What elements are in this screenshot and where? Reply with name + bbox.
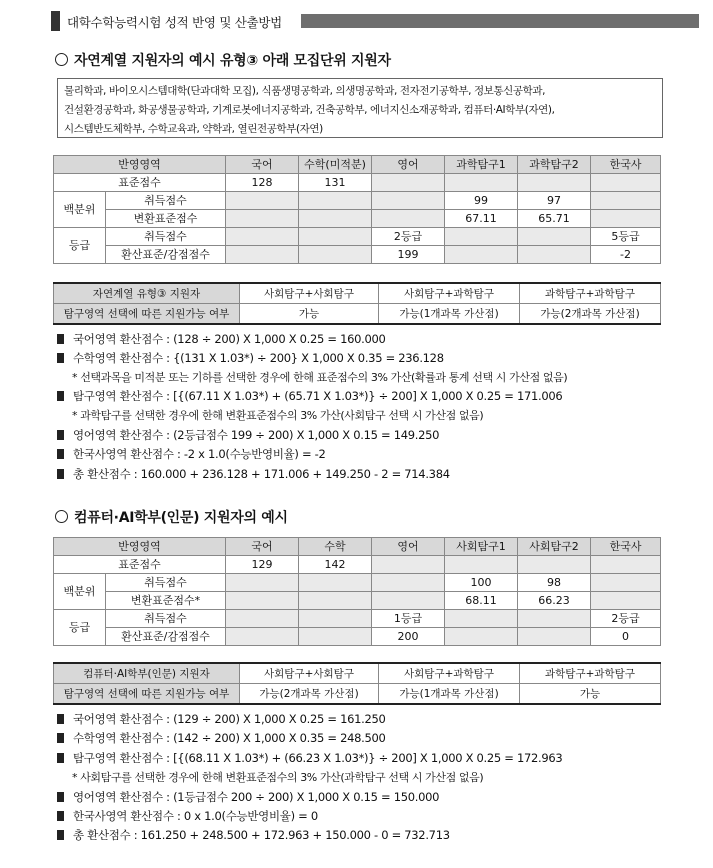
table-cell: 가능 (240, 304, 379, 325)
section2-title (55, 507, 288, 527)
table-cell: 취득점수 (106, 574, 226, 592)
table-row (54, 174, 661, 192)
table-cell: 한국사 (591, 538, 661, 556)
calc-line (57, 711, 386, 727)
table-cell: 가능(1개과목 가산점) (379, 684, 520, 705)
dept-line: 시스템반도체학부, 수학교육과, 약학과, 열린전공학부(자연) (64, 123, 323, 135)
table-header-row (54, 283, 661, 304)
table-cell: 국어 (226, 156, 299, 174)
calc-text: 영어영역 환산점수 : (2등급점수 199 ÷ 200) X 1,000 X 0.15 = 149.250 (73, 428, 440, 442)
table-cell: 65.71 (518, 210, 591, 228)
calc-line (57, 827, 450, 843)
table-row (54, 304, 661, 325)
table-cell (445, 174, 518, 192)
table-row (54, 192, 661, 210)
calc-text: 탐구영역 환산점수 : [{(67.11 X 1.03*) + (65.71 X 1.03*)} ÷ 200] X 1,000 X 0.25 = 171.006 (73, 389, 563, 403)
square-bullet-icon (57, 430, 64, 440)
table-cell: 반영영역 (54, 156, 226, 174)
section2-title-text: 컴퓨터·AI학부(인문) 지원자의 예시 (74, 510, 288, 526)
table-cell (445, 246, 518, 264)
calc-line (57, 331, 386, 347)
subject-combo-table-2 (53, 662, 661, 705)
calc-text: 국어영역 환산점수 : (128 ÷ 200) X 1,000 X 0.25 = 160.000 (73, 332, 386, 346)
table-cell: 128 (226, 174, 299, 192)
table-cell: 백분위 (54, 192, 106, 228)
square-bullet-icon (57, 353, 64, 363)
calc-line (57, 446, 326, 462)
table-cell (445, 228, 518, 246)
square-bullet-icon (57, 334, 64, 344)
table-cell (226, 592, 299, 610)
table-cell: 131 (299, 174, 372, 192)
table-header-row (54, 538, 661, 556)
calc-line (57, 730, 386, 746)
table-cell (591, 174, 661, 192)
table-cell: 취득점수 (106, 228, 226, 246)
table-cell: 2등급 (591, 610, 661, 628)
table-cell (372, 574, 445, 592)
table-cell: 과학탐구+과학탐구 (520, 283, 661, 304)
table-cell: 백분위 (54, 574, 106, 610)
score-table-1 (53, 155, 661, 264)
table-cell (591, 210, 661, 228)
table-cell (226, 192, 299, 210)
table-cell (226, 210, 299, 228)
table-cell: 사회탐구+과학탐구 (379, 663, 520, 684)
table-cell (299, 246, 372, 264)
calc-line (57, 427, 439, 443)
table-cell (591, 574, 661, 592)
table-cell: 변환표준점수* (106, 592, 226, 610)
calc-text: 총 환산점수 : 161.250 + 248.500 + 172.963 + 150.000 - 0 = 732.713 (73, 828, 450, 842)
table-cell: 가능(2개과목 가산점) (520, 304, 661, 325)
table-cell: 129 (226, 556, 299, 574)
table-cell (372, 174, 445, 192)
section1-title-text: 자연계열 지원자의 예시 유형③ 아래 모집단위 지원자 (74, 53, 391, 69)
table-cell: 67.11 (445, 210, 518, 228)
table-cell (518, 556, 591, 574)
table-cell: 사회탐구+사회탐구 (240, 283, 379, 304)
section1-title (55, 50, 391, 70)
table-cell: 0 (591, 628, 661, 646)
table-cell (591, 556, 661, 574)
header-title: 대학수학능력시험 성적 반영 및 산출방법 (67, 15, 282, 30)
calc-text: 총 환산점수 : 160.000 + 236.128 + 171.006 + 149.250 - 2 = 714.384 (73, 467, 450, 481)
table-cell (299, 192, 372, 210)
table-row (54, 610, 661, 628)
table-cell: 사회탐구2 (518, 538, 591, 556)
table-cell: 표준점수 (54, 174, 226, 192)
calc-text: 수학영역 환산점수 : {(131 X 1.03*) ÷ 200} X 1,000 X 0.35 = 236.128 (73, 351, 444, 365)
subject-combo-table-1 (53, 282, 661, 325)
table-cell (518, 628, 591, 646)
table-cell: 컴퓨터·AI학부(인문) 지원자 (54, 663, 240, 684)
table-cell: 98 (518, 574, 591, 592)
table-cell: 과학탐구1 (445, 156, 518, 174)
table-cell (518, 610, 591, 628)
table-cell (299, 628, 372, 646)
doc-header (51, 11, 699, 31)
square-bullet-icon (57, 449, 64, 459)
calc-note: * 선택과목을 미적분 또는 기하를 선택한 경우에 한해 표준점수의 3% 가산(확률과 통계 선택 시 가산점 없음) (72, 371, 568, 384)
table-cell: 반영영역 (54, 538, 226, 556)
table-cell (226, 228, 299, 246)
table-cell: 가능(1개과목 가산점) (379, 304, 520, 325)
table-row (54, 628, 661, 646)
table-cell: 수학 (299, 538, 372, 556)
table-cell: 66.23 (518, 592, 591, 610)
table-cell (299, 210, 372, 228)
table-cell (299, 228, 372, 246)
header-marker (51, 11, 60, 31)
table-cell: 99 (445, 192, 518, 210)
table-cell: 1등급 (372, 610, 445, 628)
table-cell: 사회탐구1 (445, 538, 518, 556)
circle-bullet-icon (55, 53, 68, 66)
table-cell: 68.11 (445, 592, 518, 610)
square-bullet-icon (57, 830, 64, 840)
table-cell (518, 228, 591, 246)
table-cell (591, 192, 661, 210)
calc-line (57, 466, 450, 482)
table-cell (299, 574, 372, 592)
table-cell: 200 (372, 628, 445, 646)
table-cell: 사회탐구+과학탐구 (379, 283, 520, 304)
table-cell: -2 (591, 246, 661, 264)
table-cell: 탐구영역 선택에 따른 지원가능 여부 (54, 304, 240, 325)
calc-line (57, 789, 439, 805)
table-header-row (54, 156, 661, 174)
table-header-row (54, 663, 661, 684)
table-cell (372, 556, 445, 574)
calc-text: 수학영역 환산점수 : (142 ÷ 200) X 1,000 X 0.35 = 248.500 (73, 731, 386, 745)
calc-line (57, 350, 444, 366)
table-cell (518, 246, 591, 264)
table-cell: 취득점수 (106, 610, 226, 628)
table-cell: 사회탐구+사회탐구 (240, 663, 379, 684)
table-cell (372, 592, 445, 610)
calc-text: 한국사영역 환산점수 : -2 x 1.0(수능반영비율) = -2 (73, 447, 326, 461)
dept-list-box (57, 78, 663, 138)
square-bullet-icon (57, 469, 64, 479)
table-cell: 5등급 (591, 228, 661, 246)
calc-note: * 과학탐구를 선택한 경우에 한해 변환표준점수의 3% 가산(사회탐구 선택 시 가산점 없음) (72, 409, 484, 422)
table-cell: 환산표준/감점점수 (106, 628, 226, 646)
calc-note: * 사회탐구를 선택한 경우에 한해 변환표준점수의 3% 가산(과학탐구 선택 시 가산점 없음) (72, 771, 484, 784)
table-row (54, 210, 661, 228)
calc-line (57, 388, 562, 404)
table-cell: 표준점수 (54, 556, 226, 574)
table-row (54, 246, 661, 264)
table-cell (299, 610, 372, 628)
table-cell (372, 210, 445, 228)
calc-text: 탐구영역 환산점수 : [{(68.11 X 1.03*) + (66.23 X 1.03*)} ÷ 200] X 1,000 X 0.25 = 172.963 (73, 751, 563, 765)
table-cell: 등급 (54, 610, 106, 646)
table-cell (445, 556, 518, 574)
table-row (54, 574, 661, 592)
table-cell: 한국사 (591, 156, 661, 174)
table-cell (299, 592, 372, 610)
table-cell (591, 592, 661, 610)
calc-text: 한국사영역 환산점수 : 0 x 1.0(수능반영비율) = 0 (73, 809, 318, 823)
table-cell (226, 628, 299, 646)
table-row (54, 228, 661, 246)
square-bullet-icon (57, 733, 64, 743)
table-row (54, 684, 661, 705)
table-cell: 탐구영역 선택에 따른 지원가능 여부 (54, 684, 240, 705)
calc-text: 영어영역 환산점수 : (1등급점수 200 ÷ 200) X 1,000 X 0.15 = 150.000 (73, 790, 440, 804)
table-row (54, 592, 661, 610)
table-cell (518, 174, 591, 192)
table-cell: 97 (518, 192, 591, 210)
table-cell: 가능(2개과목 가산점) (240, 684, 379, 705)
dept-line: 물리학과, 바이오시스템대학(단과대학 모집), 식품생명공학과, 의생명공학과, 전자전기공학부, 정보통신공학과, (64, 85, 546, 97)
table-cell: 자연계열 유형③ 지원자 (54, 283, 240, 304)
circle-bullet-icon (55, 510, 68, 523)
dept-line: 건설환경공학과, 화공생물공학과, 기계로봇에너지공학과, 건축공학부, 에너지신소재공학과, 컴퓨터·AI학부(자연), (64, 104, 555, 116)
table-cell: 등급 (54, 228, 106, 264)
table-cell: 100 (445, 574, 518, 592)
square-bullet-icon (57, 753, 64, 763)
table-cell: 과학탐구+과학탐구 (520, 663, 661, 684)
square-bullet-icon (57, 792, 64, 802)
table-cell: 환산표준/감점점수 (106, 246, 226, 264)
calc-line (57, 808, 318, 824)
square-bullet-icon (57, 811, 64, 821)
header-bar (301, 14, 699, 28)
table-cell (445, 628, 518, 646)
table-cell: 수학(미적분) (299, 156, 372, 174)
table-cell: 취득점수 (106, 192, 226, 210)
table-cell: 199 (372, 246, 445, 264)
table-cell: 과학탐구2 (518, 156, 591, 174)
table-row (54, 556, 661, 574)
table-cell: 영어 (372, 156, 445, 174)
table-cell: 142 (299, 556, 372, 574)
table-cell (226, 574, 299, 592)
table-cell (372, 192, 445, 210)
table-cell: 2등급 (372, 228, 445, 246)
table-cell (226, 610, 299, 628)
table-cell (445, 610, 518, 628)
table-cell: 국어 (226, 538, 299, 556)
calc-line (57, 750, 562, 766)
score-table-2 (53, 537, 661, 646)
square-bullet-icon (57, 391, 64, 401)
calc-text: 국어영역 환산점수 : (129 ÷ 200) X 1,000 X 0.25 = 161.250 (73, 712, 386, 726)
table-cell: 변환표준점수 (106, 210, 226, 228)
table-cell: 가능 (520, 684, 661, 705)
table-cell (226, 246, 299, 264)
square-bullet-icon (57, 714, 64, 724)
table-cell: 영어 (372, 538, 445, 556)
